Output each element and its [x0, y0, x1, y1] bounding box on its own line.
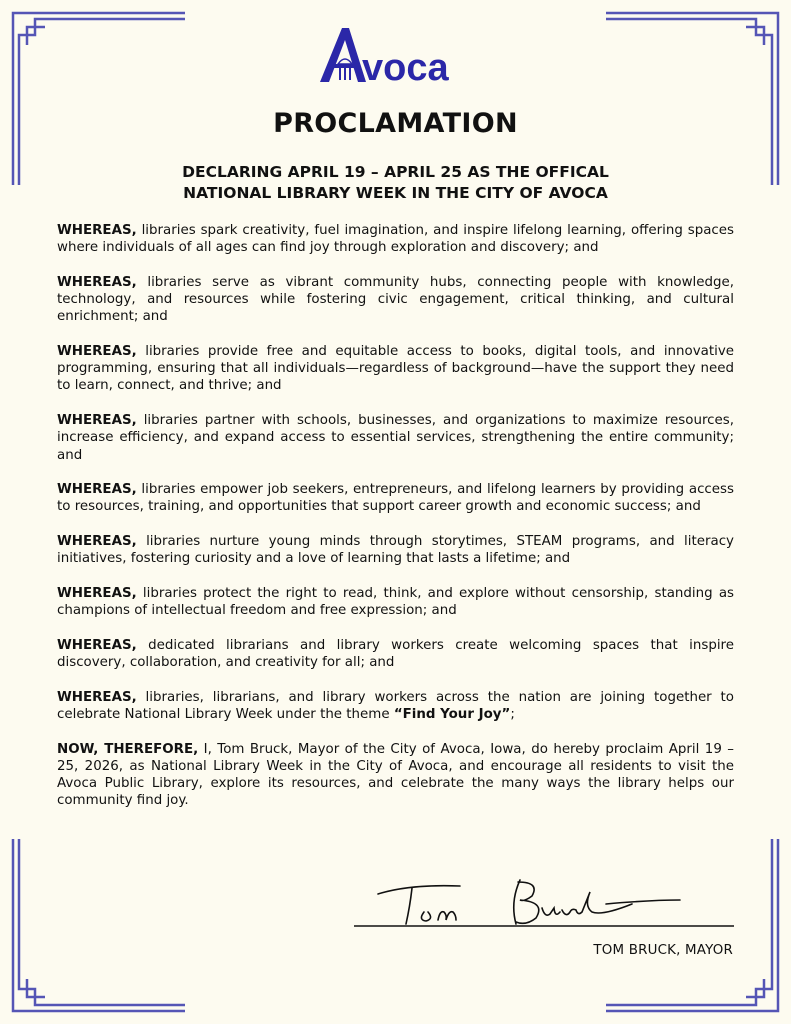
whereas-paragraph: WHEREAS, libraries protect the right to read, think, and explore without censorship, standing as champions of intellectual freedom and free expression; and	[57, 586, 734, 619]
whereas-paragraph: WHEREAS, libraries partner with schools, businesses, and organizations to maximize resources, increase efficiency, and expand access to essential services, strengthening the entire community; and	[57, 413, 734, 463]
now-therefore-paragraph: NOW, THEREFORE, I, Tom Bruck, Mayor of the City of Avoca, Iowa, do hereby proclaim April 19 – 25, 2026, as National Library Week in the City of Avoca, and encourage all residents to visit the Avoca Public Library, explore its resources, and celebrate the many ways the library helps our community find joy.	[57, 741, 734, 809]
logo-wordmark: voca	[362, 47, 449, 84]
theme-text: “Find Your Joy”	[393, 707, 511, 723]
whereas-paragraph: WHEREAS, libraries provide free and equitable access to books, digital tools, and innovative programming, ensuring that all individuals—regardless of background—have the support they need to learn, connect, and thrive; and	[57, 344, 734, 394]
whereas-paragraph: WHEREAS, libraries spark creativity, fuel imagination, and inspire lifelong learning, offering spaces where individuals of all ages can find joy through exploration and discovery; and	[57, 223, 734, 256]
whereas-paragraph: WHEREAS, libraries serve as vibrant community hubs, connecting people with knowledge, technology, and resources while fostering civic engagement, critical thinking, and cultural enrichment; and	[57, 274, 734, 325]
whereas-paragraph-theme: WHEREAS, libraries, librarians, and library workers across the nation are joining together to celebrate National Library Week under the theme “Find Your Joy”;	[57, 689, 734, 723]
mayor-signature	[350, 872, 738, 932]
corner-ornament-bottom-left	[0, 834, 190, 1024]
avoca-logo	[318, 24, 470, 84]
page-title: PROCLAMATION	[273, 108, 518, 139]
whereas-paragraph: WHEREAS, libraries nurture young minds through storytimes, STEAM programs, and literacy initiatives, fostering curiosity and a love of learning that lasts a lifetime; and	[57, 534, 734, 567]
subtitle-line-2: NATIONAL LIBRARY WEEK IN THE CITY OF AVOCA	[183, 184, 608, 202]
subtitle-line-1: DECLARING APRIL 19 – APRIL 25 AS THE OFFICAL	[182, 163, 609, 181]
whereas-paragraph: WHEREAS, libraries empower job seekers, entrepreneurs, and lifelong learners by providing access to resources, training, and opportunities that support career growth and economic success; and	[57, 482, 734, 515]
proclamation-body	[57, 222, 734, 827]
subtitle	[0, 162, 791, 204]
whereas-paragraph: WHEREAS, dedicated librarians and library workers create welcoming spaces that inspire discovery, collaboration, and creativity for all; and	[57, 637, 734, 671]
signatory-name: TOM BRUCK, MAYOR	[593, 943, 733, 958]
